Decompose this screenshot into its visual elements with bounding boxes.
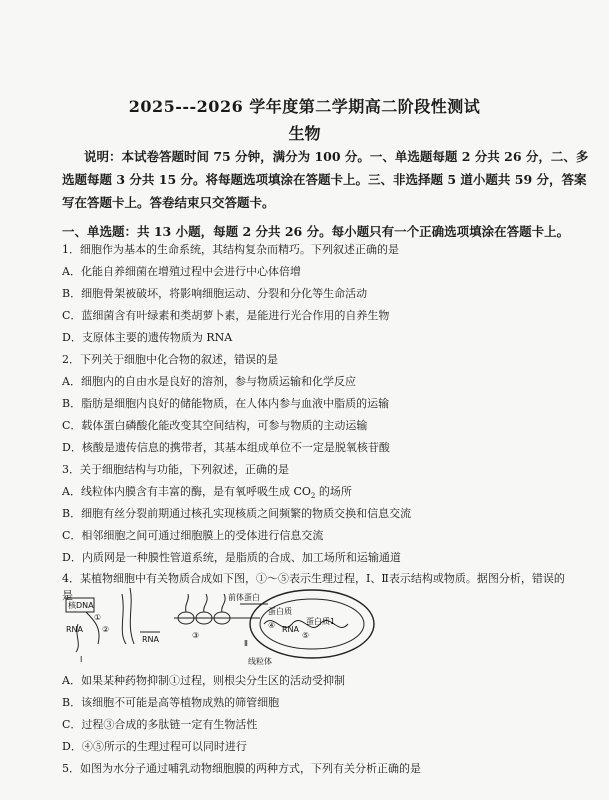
peptide-1 (186, 594, 189, 612)
question-3-option-a-text: A．线粒体内膜含有丰富的酶，是有氧呼吸生成 CO (62, 485, 311, 498)
question-3-option-d: D．内质网是一种膜性管道系统，是脂质的合成、加工场所和运输通道 (62, 551, 401, 564)
instructions-line-2: 选题每题 3 分共 15 分。将每题选项填涂在答题卡上。三、非选择题 5 道小题共 59 分，答案 (62, 172, 587, 187)
nuclear-membrane-right (130, 588, 134, 644)
question-4-option-b: B．该细胞不可能是高等植物成熟的筛管细胞 (62, 696, 280, 709)
question-4-option-c: C．过程③合成的多肽链一定有生物活性 (62, 718, 258, 731)
question-1-option-b: B．细胞骨架被破坏，将影响细胞运动、分裂和分化等生命活动 (62, 287, 368, 300)
question-1-option-c: C．蓝细菌含有叶绿素和类胡萝卜素，是能进行光合作用的自养生物 (62, 309, 390, 322)
protein-synthesis-figure (64, 584, 394, 668)
co2-subscript: 2 (310, 492, 316, 501)
question-2-option-b: B．脂肪是细胞内良好的储能物质，在人体内参与血液中脂质的运输 (62, 397, 390, 410)
roman-2-label: Ⅱ (244, 639, 248, 648)
rna-left-label: RNA (66, 625, 84, 634)
question-3-option-b: B．细胞有丝分裂前期通过核孔实现核质之间频繁的物质交换和信息交流 (62, 507, 412, 520)
peptide-3 (222, 594, 225, 612)
question-4-option-a: A．如果某种药物抑制①过程，则根尖分生区的活动受抑制 (62, 674, 345, 687)
rna-mid-label: RNA (142, 635, 160, 644)
question-1-option-a: A．化能自养细菌在增殖过程中会进行中心体倍增 (62, 265, 301, 278)
instructions-line-1: 说明：本试卷答题时间 75 分钟，满分为 100 分。一、单选题每题 2 分共 26 分，二、多 (84, 149, 589, 164)
question-2-option-c: C．载体蛋白磷酸化能改变其空间结构，可参与物质的主动运输 (62, 419, 368, 432)
roman-1-label: Ⅰ (80, 655, 83, 664)
instructions-line-3: 写在答题卡上。答卷结束只交答题卡。 (62, 195, 275, 210)
question-3-option-c: C．相邻细胞之间可通过细胞膜上的受体进行信息交流 (62, 529, 324, 542)
question-1-stem: 1．细胞作为基本的生命系统，其结构复杂而精巧。下列叙述正确的是 (62, 243, 399, 256)
exam-subject: 生物 (288, 124, 321, 143)
protein1-label: 蛋白质1 (306, 617, 336, 626)
question-2-stem: 2．下列关于细胞中化合物的叙述，错误的是 (62, 353, 278, 366)
nuclear-membrane-left (122, 594, 126, 644)
circle-2-label: ② (102, 625, 110, 634)
question-3-option-a (62, 485, 352, 503)
rna-right-label: RNA (282, 625, 300, 634)
question-3-stem: 3．关于细胞结构与功能，下列叙述，正确的是 (62, 463, 289, 476)
question-2-option-d: D．核酸是遗传信息的携带者，其基本组成单位不一定是脱氧核苷酸 (62, 441, 390, 454)
question-5-stem: 5．如图为水分子通过哺乳动物细胞膜的两种方式，下列有关分析正确的是 (62, 762, 421, 775)
mitochondrion-label: 线粒体 (248, 657, 272, 666)
exam-title: 2025---2026 学年度第二学期高二阶段性测试 (128, 97, 481, 116)
protein-label: 蛋白质 (268, 607, 292, 616)
circle-4-label: ④ (268, 621, 276, 630)
circle-1-label: ① (94, 613, 102, 622)
question-1-option-d: D．支原体主要的遗传物质为 RNA (62, 331, 233, 344)
section-heading: 一、单选题：共 13 小题，每题 2 分共 26 分。每小题只有一个正确选项填涂在答题卡上。 (62, 224, 570, 239)
question-4-stem-line-1: 4．某植物细胞中有关物质合成如下图，①～⑤表示生理过程，Ⅰ、Ⅱ表示结构或物质。据图分析，错误的 (62, 572, 565, 585)
precursor-protein-label: 前体蛋白 (228, 593, 260, 602)
peptide-2 (204, 594, 207, 612)
question-2-option-a: A．细胞内的自由水是良好的溶剂，参与物质运输和化学反应 (62, 375, 356, 388)
question-3-option-a-tail: 的场所 (315, 485, 352, 498)
circle-3-label: ③ (192, 631, 200, 640)
nuclear-dna-label: 核DNA (68, 601, 94, 610)
circle-5-label: ⑤ (302, 631, 310, 640)
question-4-option-d: D．④⑤所示的生理过程可以同时进行 (62, 740, 247, 753)
question-4-stem-line-2: 是 (62, 589, 73, 602)
